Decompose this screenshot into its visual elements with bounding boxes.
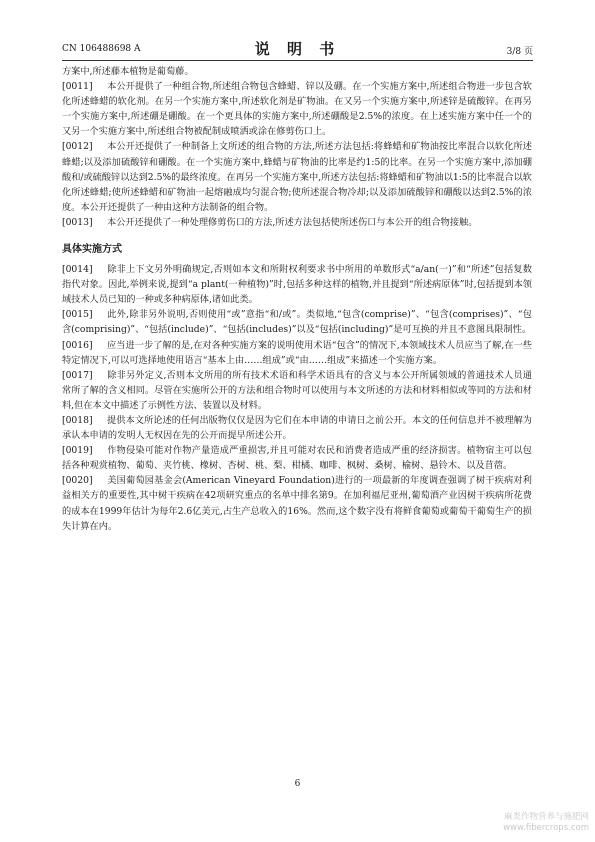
paragraph [62,307,532,337]
paragraph-text: 美国葡萄园基金会(American Vineyard Foundation)进行的一项最新的年度调查强调了树干疾病对利益相关方的重要性,其中树干疾病在42项研究重点的名单中排名第9。在加利福尼亚州,葡萄酒产业因树干疾病所花费的成本在1999年估计为每年2.6亿美元,占生产总收入的16%。然而,这个数字没有将鲜食葡萄或葡萄干葡萄生产的损失计算在内。 [62,475,532,532]
paragraph [62,139,532,214]
paragraph-text: 除非另外定义,否则本文所用的所有技术术语和科学术语具有的含义与本公开所属领域的普通技术人员通常所了解的含义相同。尽管在实施所公开的方法和组合物时可以使用与本文所述的方法和材料相似或等同的方法和材料,但在本文中描述了示例性方法、装置以及材料。 [62,369,532,411]
paragraph-text: 本公开提供了一种组合物,所述组合物包含蜂蜡、锌以及硼。在一个实施方案中,所述组合物进一步包含软化所述蜂蜡的软化剂。在另一个实施方案中,所述软化剂是矿物油。在又另一个实施方案中,所述锌是硫酸锌。在再另一个实施方案中,所述硼是硼酸。在一个更具体的实施方案中,所述硼酸是2.5%的浓度。在上述实施方案中任一个的又另一个实施方案中,所述组合物被配制成喷洒或涂在修剪伤口上。 [62,81,532,138]
paragraph-number: [0015] [62,309,93,321]
paragraph-text: 提供本文所论述的任何出版物仅仅是因为它们在本申请的申请日之前公开。本文的任何信息并不被理解为承认本申请的发明人无权因在先的公开而提早所述公开。 [62,414,532,442]
paragraph-number: [0011] [62,81,93,93]
page-number: 6 [294,779,301,789]
paragraph [62,413,532,443]
page-header [62,38,533,60]
paragraph-number: [0019] [62,445,93,457]
page-count: 3/8 页 [506,47,533,57]
paragraph [62,368,532,413]
paragraph: 方案中,所述藤本植物是葡萄藤。 [62,66,194,77]
document-body [62,64,532,534]
paragraph [62,473,532,533]
section-heading: 具体实施方式 [62,244,122,256]
paragraph-text: 本公开还提供了一种制备上文所述的组合物的方法,所述方法包括:将蜂蜡和矿物油按比率混合以软化所述蜂蜡;以及添加硫酸锌和硼酸。在一个实施方案中,蜂蜡与矿物油的比率是约1:5的比率。在另一个实施方案中,添加硼酸和/或硫酸锌以达到2.5%的最终浓度。在再另一个实施方案中,所述方法包括:将蜂蜡和矿物油以1:5的比率混合以软化所述蜂蜡;使所述蜂蜡和矿物油一起熔融成均匀混合物;使所述混合物冷却;以及添加硫酸锌和硼酸以达到2.5%的浓度。本公开还提供了一种由这种方法制备的组合物。 [62,141,532,213]
paragraph-text: 作物侵染可能对作物产量造成严重损害,并且可能对农民和消费者造成严重的经济损害。植物宿主可以包括各种观赏植物、葡萄、夹竹桃、橡树、杏树、桃、梨、柑橘、咖啡、枫树、桑树、榆树、悬铃木、以及苜蓿。 [62,445,532,472]
paragraph-number: [0018] [62,414,93,426]
paragraph-text: 本公开还提供了一种处理修剪伤口的方法,所述方法包括使所述伤口与本公开的组合物接触。 [107,216,478,228]
watermark-url: www.fibercrops.com [503,823,589,833]
paragraph-number: [0017] [62,369,93,381]
publication-number: CN 106488698 A [62,44,141,54]
paragraph [62,338,532,368]
paragraph-number: [0012] [62,141,93,153]
paragraph-text: 应当进一步了解的是,在对各种实施方案的说明使用术语“包含”的情况下,本领域技术人员应当了解,在一些特定情况下,可以可选择地使用语言“基本上由……组成”或“由……组成”来描述一个实施方案。 [62,339,532,366]
paragraph [62,262,532,307]
paragraph-number: [0016] [62,339,93,351]
watermark [503,812,589,834]
watermark-line: 麻类作物营养与施肥网 [503,812,589,822]
header-rule [62,60,533,61]
paragraph [62,215,532,230]
paragraph-text: 除非上下文另外明确规定,否则如本文和所附权利要求书中所用的单数形式“a/an(一)”和“所述”包括复数指代对象。因此,举例来说,提到“a plant(一种植物)”时,包括多种这样的植物,并且提到“所述病原体”时,包括提到本领域技术人员已知的一种或多种病原体,诸如此类。 [62,264,532,306]
paragraph [62,79,532,139]
paragraph [62,443,532,473]
paragraph-number: [0014] [62,264,93,276]
paragraph-text: 此外,除非另外说明,否则使用“或”意指“和/或”。类似地,“包含(comprise)”、“包含(comprises)”、“包含(comprising)”、“包括(include)”、“包括(includes)”以及“包括(including)”是可互换的并且不意图具限制性。 [62,309,532,336]
paragraph-number: [0013] [62,216,93,228]
paragraph-number: [0020] [62,475,93,487]
document-title: 说 明 书 [254,40,341,58]
